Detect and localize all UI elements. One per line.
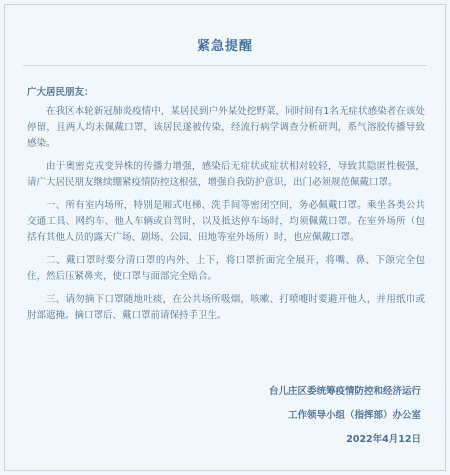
paragraph-omicron: 由于奥密克戎变异株的传播力增强，感染后无症状或症状相对较轻，导致其隐匿性极强，请广大居民朋友继续绷紧疫情防控这根弦，增强自我防护意识，出门必须规范佩戴口罩。 xyxy=(27,161,425,188)
title-divider xyxy=(23,65,427,66)
paragraph-rule-indoor: 一、所有室内场所，特别是厢式电梯、洗手间等密闭空间，务必佩戴口罩。乘坐各类公共交通工具、网约车、他人车辆或自驾时，以及抵达停车场时，均须佩戴口罩。在室外场所（包括有其他人员的露天广场、剧场、公园、田地等室外场所）时，也应佩戴口罩。 xyxy=(27,200,425,243)
paragraph-rule-wearing: 二、戴口罩时要分清口罩的内外、上下，将口罩折面完全展开，将嘴、鼻、下颌完全包住，然后压紧鼻夹，使口罩与面部完全贴合。 xyxy=(27,255,425,282)
signature-org-line1: 台儿庄区委统筹疫情防控和经济运行 xyxy=(268,386,421,397)
greeting: 广大居民朋友： xyxy=(27,87,94,98)
signature-org-line2: 工作领导小组（指挥部）办公室 xyxy=(287,410,421,421)
notice-panel xyxy=(4,4,446,471)
notice-title: 紧急提醒 xyxy=(196,39,253,54)
signature-date: 2022年4月12日 xyxy=(346,434,421,445)
paragraph-rule-hygiene: 三、请勿摘下口罩随地吐痰，在公共场所吸烟，咳嗽、打喷嚏时要避开他人，并用纸巾或肘部遮掩。摘口罩后、戴口罩前请保持手卫生。 xyxy=(27,294,425,321)
paragraph-incident: 在我区本轮新冠肺炎疫情中，某居民到户外某处挖野菜，同时间有1名无症状感染者在该处停留，且两人均未佩戴口罩，该居民遂被传染，经流行病学调查分析研判，系气溶胶传播导致感染。 xyxy=(27,106,425,149)
notice-body xyxy=(27,85,425,331)
